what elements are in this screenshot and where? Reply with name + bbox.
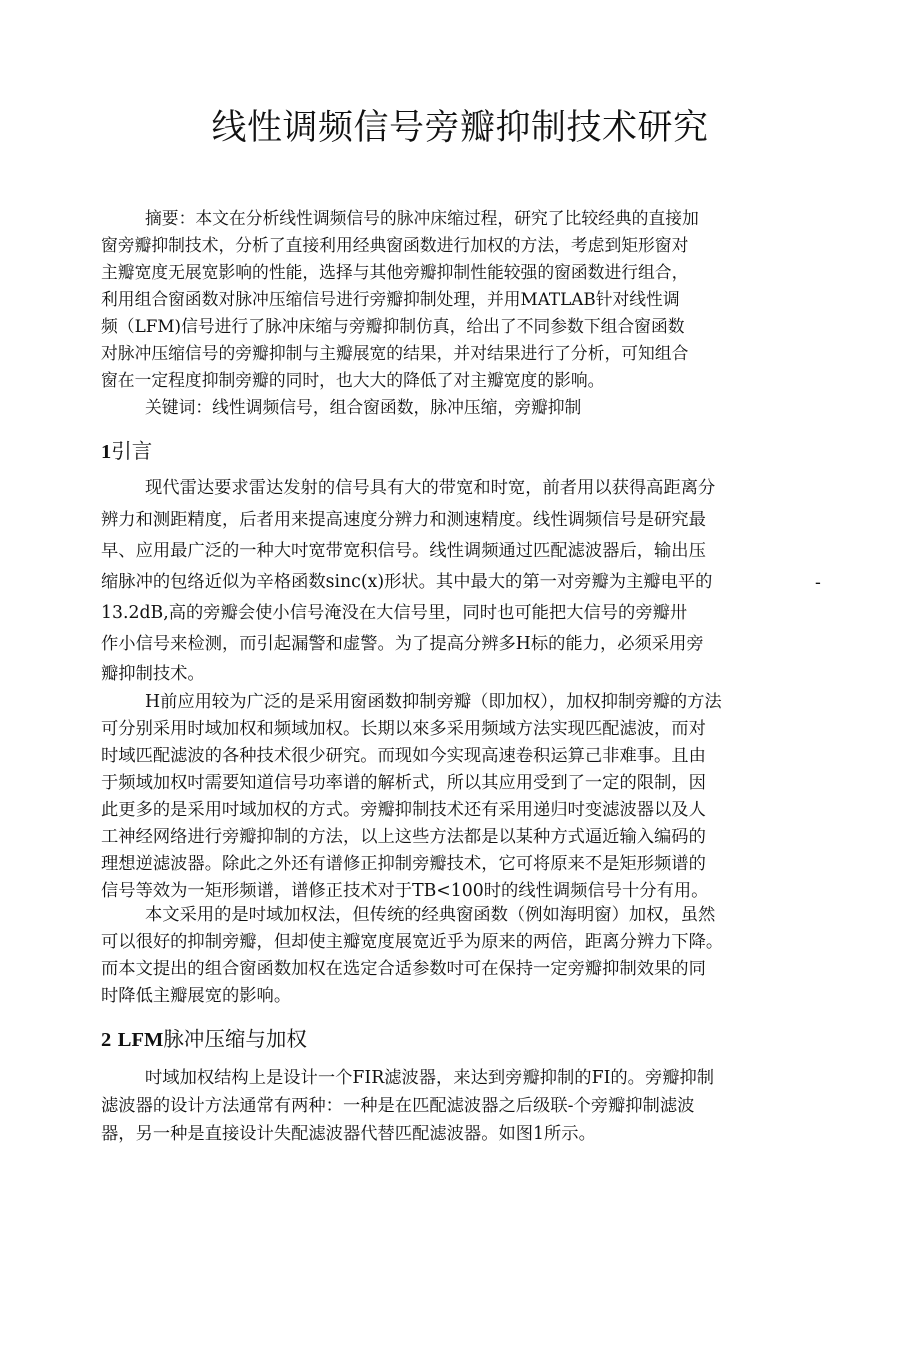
keywords: 关键词：线性调频信号，组合窗函数，脉冲压缩，旁瓣抑制: [145, 397, 582, 417]
text-line: 滤波器的设计方法通常有两种：一种是在匹配滤波器之后级联-个旁瓣抑制滤波: [101, 1096, 695, 1116]
minus-sign: -: [815, 573, 821, 593]
text-line: 信号等效为一矩形频谱，谱修正技术对于TB<100时的线性调频信号十分有用。: [101, 881, 709, 901]
text-line: 而本文提出的组合窗函数加权在选定合适参数吋可在保持一定旁瓣抑制效果的同: [101, 959, 706, 979]
section-title: 引言: [111, 439, 153, 463]
text-line: 器，另一种是直接设计失配滤波器代替匹配滤波器。如图1所示。: [101, 1124, 596, 1144]
text-line: 于频域加权吋需要知道信号功率谱的解析式，所以其应用受到了一定的限制，因: [101, 773, 706, 793]
text-line: 现代雷达要求雷达发射的信号具有大的带宽和时宽，前者用以获得高距离分: [145, 478, 716, 498]
abstract-line: 窗旁瓣抑制技术，分析了直接利用经典窗函数进行加权的方法，考虑到矩形窗对: [101, 235, 689, 255]
section-title-bold: LFM: [117, 1029, 164, 1051]
section-number: 2: [101, 1029, 112, 1051]
abstract-line: 对脉冲压缩信号的旁瓣抑制与主瓣展宽的结果，并对结果进行了分析，可知组合: [101, 343, 689, 363]
section-title: 脉冲压缩与加权: [163, 1027, 307, 1051]
abstract-line: 主瓣宽度无展宽影响的性能，选择与其他旁瓣抑制性能较强的窗函数进行组合，: [101, 262, 689, 282]
abstract-line: 窗在一定程度抑制旁瓣的同时，也大大的降低了对主瓣宽度的影响。: [101, 370, 605, 390]
text-line: 作小信号来检测，而引起漏警和虚警。为了提高分辨多H标的能力，必须采用旁: [101, 634, 704, 654]
section-1-heading: [101, 441, 152, 463]
section-2-heading: [101, 1029, 307, 1051]
text-line: 本文采用的是吋域加权法，但传统的经典窗函数（例如海明窗）加权，虽然: [145, 905, 716, 925]
abstract-line: 频（LFM)信号进行了脉冲床缩与旁瓣抑制仿真，给出了不同参数下组合窗函数: [101, 316, 685, 336]
text-line: 吋域加权结构上是设计一个FIR滤波器，来达到旁瓣抑制的FI的。旁瓣抑制: [145, 1068, 715, 1088]
text-line: 可以很好的抑制旁瓣，但却使主瓣宽度展宽近乎为原来的两倍，距离分辨力下降。: [101, 932, 724, 952]
abstract-line: 摘要：本文在分析线性调频信号的脉冲床缩过程，研究了比较经典的直接加: [145, 208, 699, 228]
text-line: 辨力和测距精度，后者用来提高速度分辨力和测速精度。线性调频信号是研究最: [101, 510, 706, 530]
abstract-line: 利用组合窗函数对脉冲压缩信号进行旁瓣抑制处理，并用MATLAB针对线性调: [101, 289, 680, 309]
text-line: 理想逆滤波器。除此之外还有谱修正抑制旁瓣技术，它可将原来不是矩形频谱的: [101, 854, 706, 874]
text-line: H前应用较为广泛的是采用窗函数抑制旁瓣（即加权），加权抑制旁瓣的方法: [145, 692, 722, 712]
text-line: 早、应用最广泛的一种大吋宽带宽积信号。线性调频通过匹配滤波器后，输出压: [101, 541, 706, 561]
page-title: 线性调频信号旁瓣抑制技术研究: [211, 108, 709, 148]
text-line: 可分别采用时域加权和频域加权。长期以來多采用频域方法实现匹配滤波，而对: [101, 719, 706, 739]
text-line: 此更多的是采用吋域加权的方式。旁瓣抑制技术还有采用递归吋变滤波器以及人: [101, 800, 706, 820]
text-line: 时域匹配滤波的各种技术很少研究。而现如今实现高速卷积运算己非难事。且由: [101, 746, 706, 766]
text-line: 瓣抑制技术。: [101, 664, 205, 684]
text-line: 缩脉冲的包络近似为辛格函数sinc(x)形状。其中最大的第一对旁瓣为主瓣电平的: [101, 572, 713, 592]
text-line: 工神经网络进行旁瓣抑制的方法，以上这些方法都是以某种方式逼近输入编码的: [101, 827, 706, 847]
text-line: 时降低主瓣展宽的影响。: [101, 986, 292, 1006]
section-number: 1: [101, 441, 112, 463]
text-line: 13.2dB,高的旁瓣会使小信号淹没在大信号里，同时也可能把大信号的旁瓣卅: [101, 603, 688, 623]
